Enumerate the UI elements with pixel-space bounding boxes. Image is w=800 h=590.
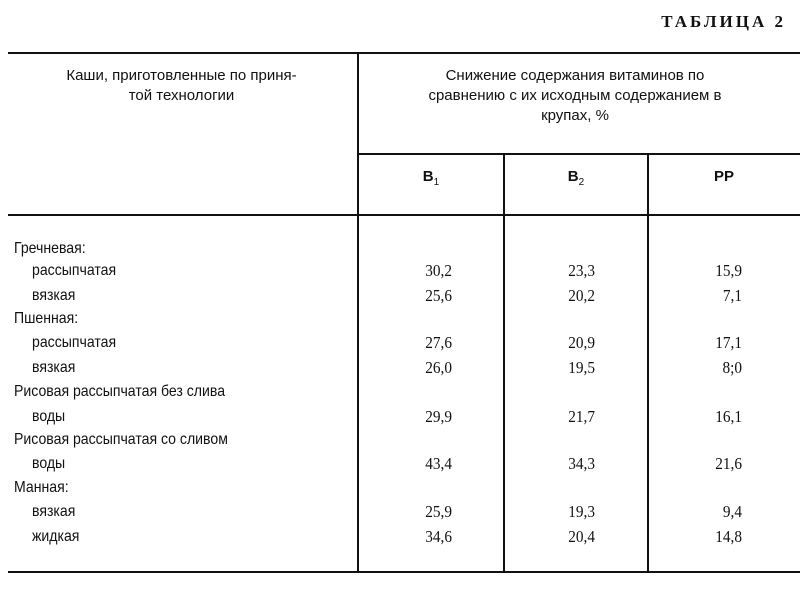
table-cell: 30,2	[425, 261, 452, 280]
table-cell: 34,3	[568, 454, 595, 473]
table-cell: 26,0	[425, 358, 452, 377]
row-label: жидкая	[32, 528, 80, 545]
table-cell: 34,6	[425, 527, 452, 546]
column-header-pp	[649, 168, 799, 185]
table-cell: 23,3	[568, 261, 595, 280]
table-cell: 25,6	[425, 286, 452, 305]
table-cell: 8;0	[722, 358, 742, 377]
table-cell: 27,6	[425, 333, 452, 352]
row-label: Манная:	[14, 479, 69, 496]
row-label: вязкая	[32, 287, 76, 304]
table-title: ТАБЛИЦА 2	[661, 12, 786, 31]
table-cell: 21,7	[568, 407, 595, 426]
header-line: Каши, приготовленные по приня-	[66, 67, 297, 84]
table-cell: 16,1	[715, 407, 742, 426]
column-subscript: 1	[433, 177, 440, 188]
column-subscript: 2	[578, 177, 585, 188]
header-line: сравнению с их исходным содержанием в	[428, 87, 722, 104]
top-rule	[8, 52, 800, 54]
table-cell: 7,1	[722, 286, 742, 305]
header-line: той технологии	[128, 87, 235, 104]
column-divider	[647, 153, 649, 572]
table-cell: 29,9	[425, 407, 452, 426]
table-cell: 14,8	[715, 527, 742, 546]
table-cell: 9,4	[722, 502, 742, 521]
table-cell: 19,3	[568, 502, 595, 521]
header-bottom-rule	[8, 214, 800, 216]
column-header-b1	[359, 168, 503, 188]
row-label: рассыпчатая	[32, 262, 117, 279]
header-divider	[357, 153, 800, 155]
table-cell: 20,2	[568, 286, 595, 305]
header-line: крупах, %	[541, 107, 609, 124]
row-label: воды	[32, 408, 66, 425]
row-label: вязкая	[32, 359, 76, 376]
bottom-rule	[8, 571, 800, 573]
table-cell: 19,5	[568, 358, 595, 377]
table-cell: 20,4	[568, 527, 595, 546]
row-label: рассыпчатая	[32, 334, 117, 351]
header-vitamin-loss	[370, 66, 780, 126]
row-label: Пшенная:	[14, 310, 79, 327]
table-cell: 20,9	[568, 333, 595, 352]
column-label: B	[567, 168, 579, 185]
row-label: воды	[32, 455, 66, 472]
column-label: B	[422, 168, 434, 185]
row-label: Рисовая рассыпчатая со сливом	[14, 431, 228, 448]
header-line: Снижение содержания витаминов по	[445, 67, 705, 84]
header-dish-column	[14, 66, 349, 106]
table-cell: 21,6	[715, 454, 742, 473]
table-cell: 15,9	[715, 261, 742, 280]
column-header-b2	[505, 168, 647, 188]
row-label: вязкая	[32, 503, 76, 520]
table-cell: 25,9	[425, 502, 452, 521]
table-cell: 43,4	[425, 454, 452, 473]
row-label: Гречневая:	[14, 240, 86, 257]
column-divider	[503, 153, 505, 572]
column-label: PP	[713, 168, 734, 185]
column-divider	[357, 52, 359, 572]
row-label: Рисовая рассыпчатая без слива	[14, 383, 226, 400]
table-cell: 17,1	[715, 333, 742, 352]
